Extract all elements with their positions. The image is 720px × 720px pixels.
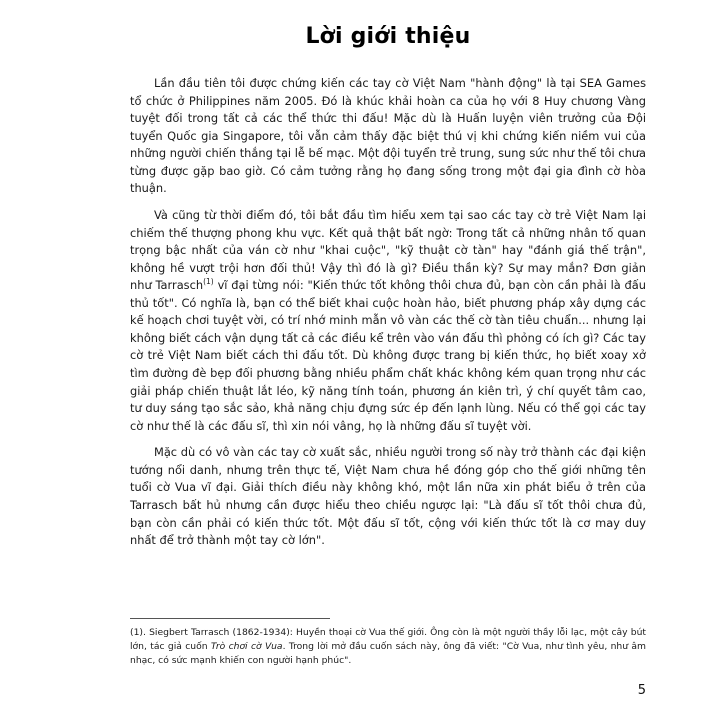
footnote-text-before: Siegbert Tarrasch (1862-1934): Huyền thoại cờ Vua thế giới. Ông còn là một người thầy lỗi lạc, một cây bút lớn, tác giả cuốn: [130, 627, 646, 652]
body-text: [130, 75, 646, 550]
paragraph-1: Lần đầu tiên tôi được chứng kiến các tay cờ Việt Nam "hành động" là tại SEA Games tổ chức ở Philippines năm 2005. Đó là khúc khải hoàn ca của họ với 8 Huy chương Vàng tuyệt đối trong tất cả các thể thức thi đấu! Mặc dù là Huấn luyện viên trưởng của Đội tuyển Quốc gia Singapore, tôi vẫn cảm thấy đặc biệt thú vị khi chứng kiến niềm vui của những người chiến thắng tại lễ bế mạc. Một đội tuyển trẻ trung, sung sức như thế tôi chưa từng được gặp bao giờ. Có cảm tưởng rằng họ đang sống trong một đại gia đình cờ hòa thuận.: [130, 76, 646, 196]
footnote-marker: (1).: [130, 627, 146, 638]
paragraph-2: Và cũng từ thời điểm đó, tôi bắt đầu tìm hiểu xem tại sao các tay cờ trẻ Việt Nam lại chiếm thế thượng phong khu vực. Kết quả thật bất ngờ: Trong tất cả những nhân tố quan trọng bậc nhất của ván cờ như "khai cuộc", "kỹ thuật cờ tàn" hay "đánh giá thế trận", không hề vượt trội hơn đối thủ! Vậy thì đó là gì? Điều thần kỳ? Sự may mắn? Đơn giản như Tarrasch$^{(1)}$ vĩ đại từng nói: "Kiến thức tốt không thôi chưa đủ, bạn còn cần phải là đấu thủ tốt". Có nghĩa là, bạn có thể biết khai cuộc hoàn hảo, biết phương pháp xây dựng các kế hoạch chơi tuyệt vời, có trí nhớ minh mẫn vô vàn các thế cờ tàn tiêu chuẩn... nhưng lại không biết cách vận dụng tất cả các điều kể trên vào ván đấu thì phỏng có ích gì? Các tay cờ trẻ Việt Nam biết cách thi đấu tốt. Dù không được trang bị kiến thức, họ biết xoay xở tìm đường đè bẹp đối phương bằng nhiều phẩm chất khác không kém quan trọng như các giải pháp chiến thuật lắt léo, kỹ năng tính toán, phương án kiên trì, ý chí quyết tâm cao, tư duy sáng tạo sắc sảo, khả năng chịu đựng sức ép đến lạnh lùng. Nếu có thể gọi các tay cờ như thế là các đấu sĩ, thì xin nói vâng, họ là những đấu sĩ tuyệt vời.: [130, 207, 646, 433]
footnote-book-title: Trò chơi cờ Vua: [210, 640, 283, 652]
footnote-text-after: . Trong lời mở đầu cuốn sách này, ông đã viết: "Cờ Vua, như tình yêu, như âm nhạc, có sức mạnh khiến con người hạnh phúc".: [130, 640, 646, 666]
page-title: Lời giới thiệu: [305, 24, 471, 49]
page-number: 5: [637, 683, 646, 698]
footnote: [130, 626, 646, 667]
footnote-divider: [130, 618, 330, 619]
paragraph-3: Mặc dù có vô vàn các tay cờ xuất sắc, nhiều người trong số này trở thành các đại kiện tướng nổi danh, nhưng trên thực tế, Việt Nam chưa hề đóng góp cho thế giới những tên tuổi cờ Vua vĩ đại. Giải thích điều này không khó, một lần nữa xin phát biểu ở trên của Tarrasch bất hủ nhưng cần được hiểu theo chiều ngược lại: "Là đấu sĩ tốt thôi chưa đủ, bạn còn cần phải có kiến thức tốt. Một đấu sĩ tốt, cộng với kiến thức tốt là cơ may duy nhất để trở thành một tay cờ lớn".: [130, 445, 646, 548]
